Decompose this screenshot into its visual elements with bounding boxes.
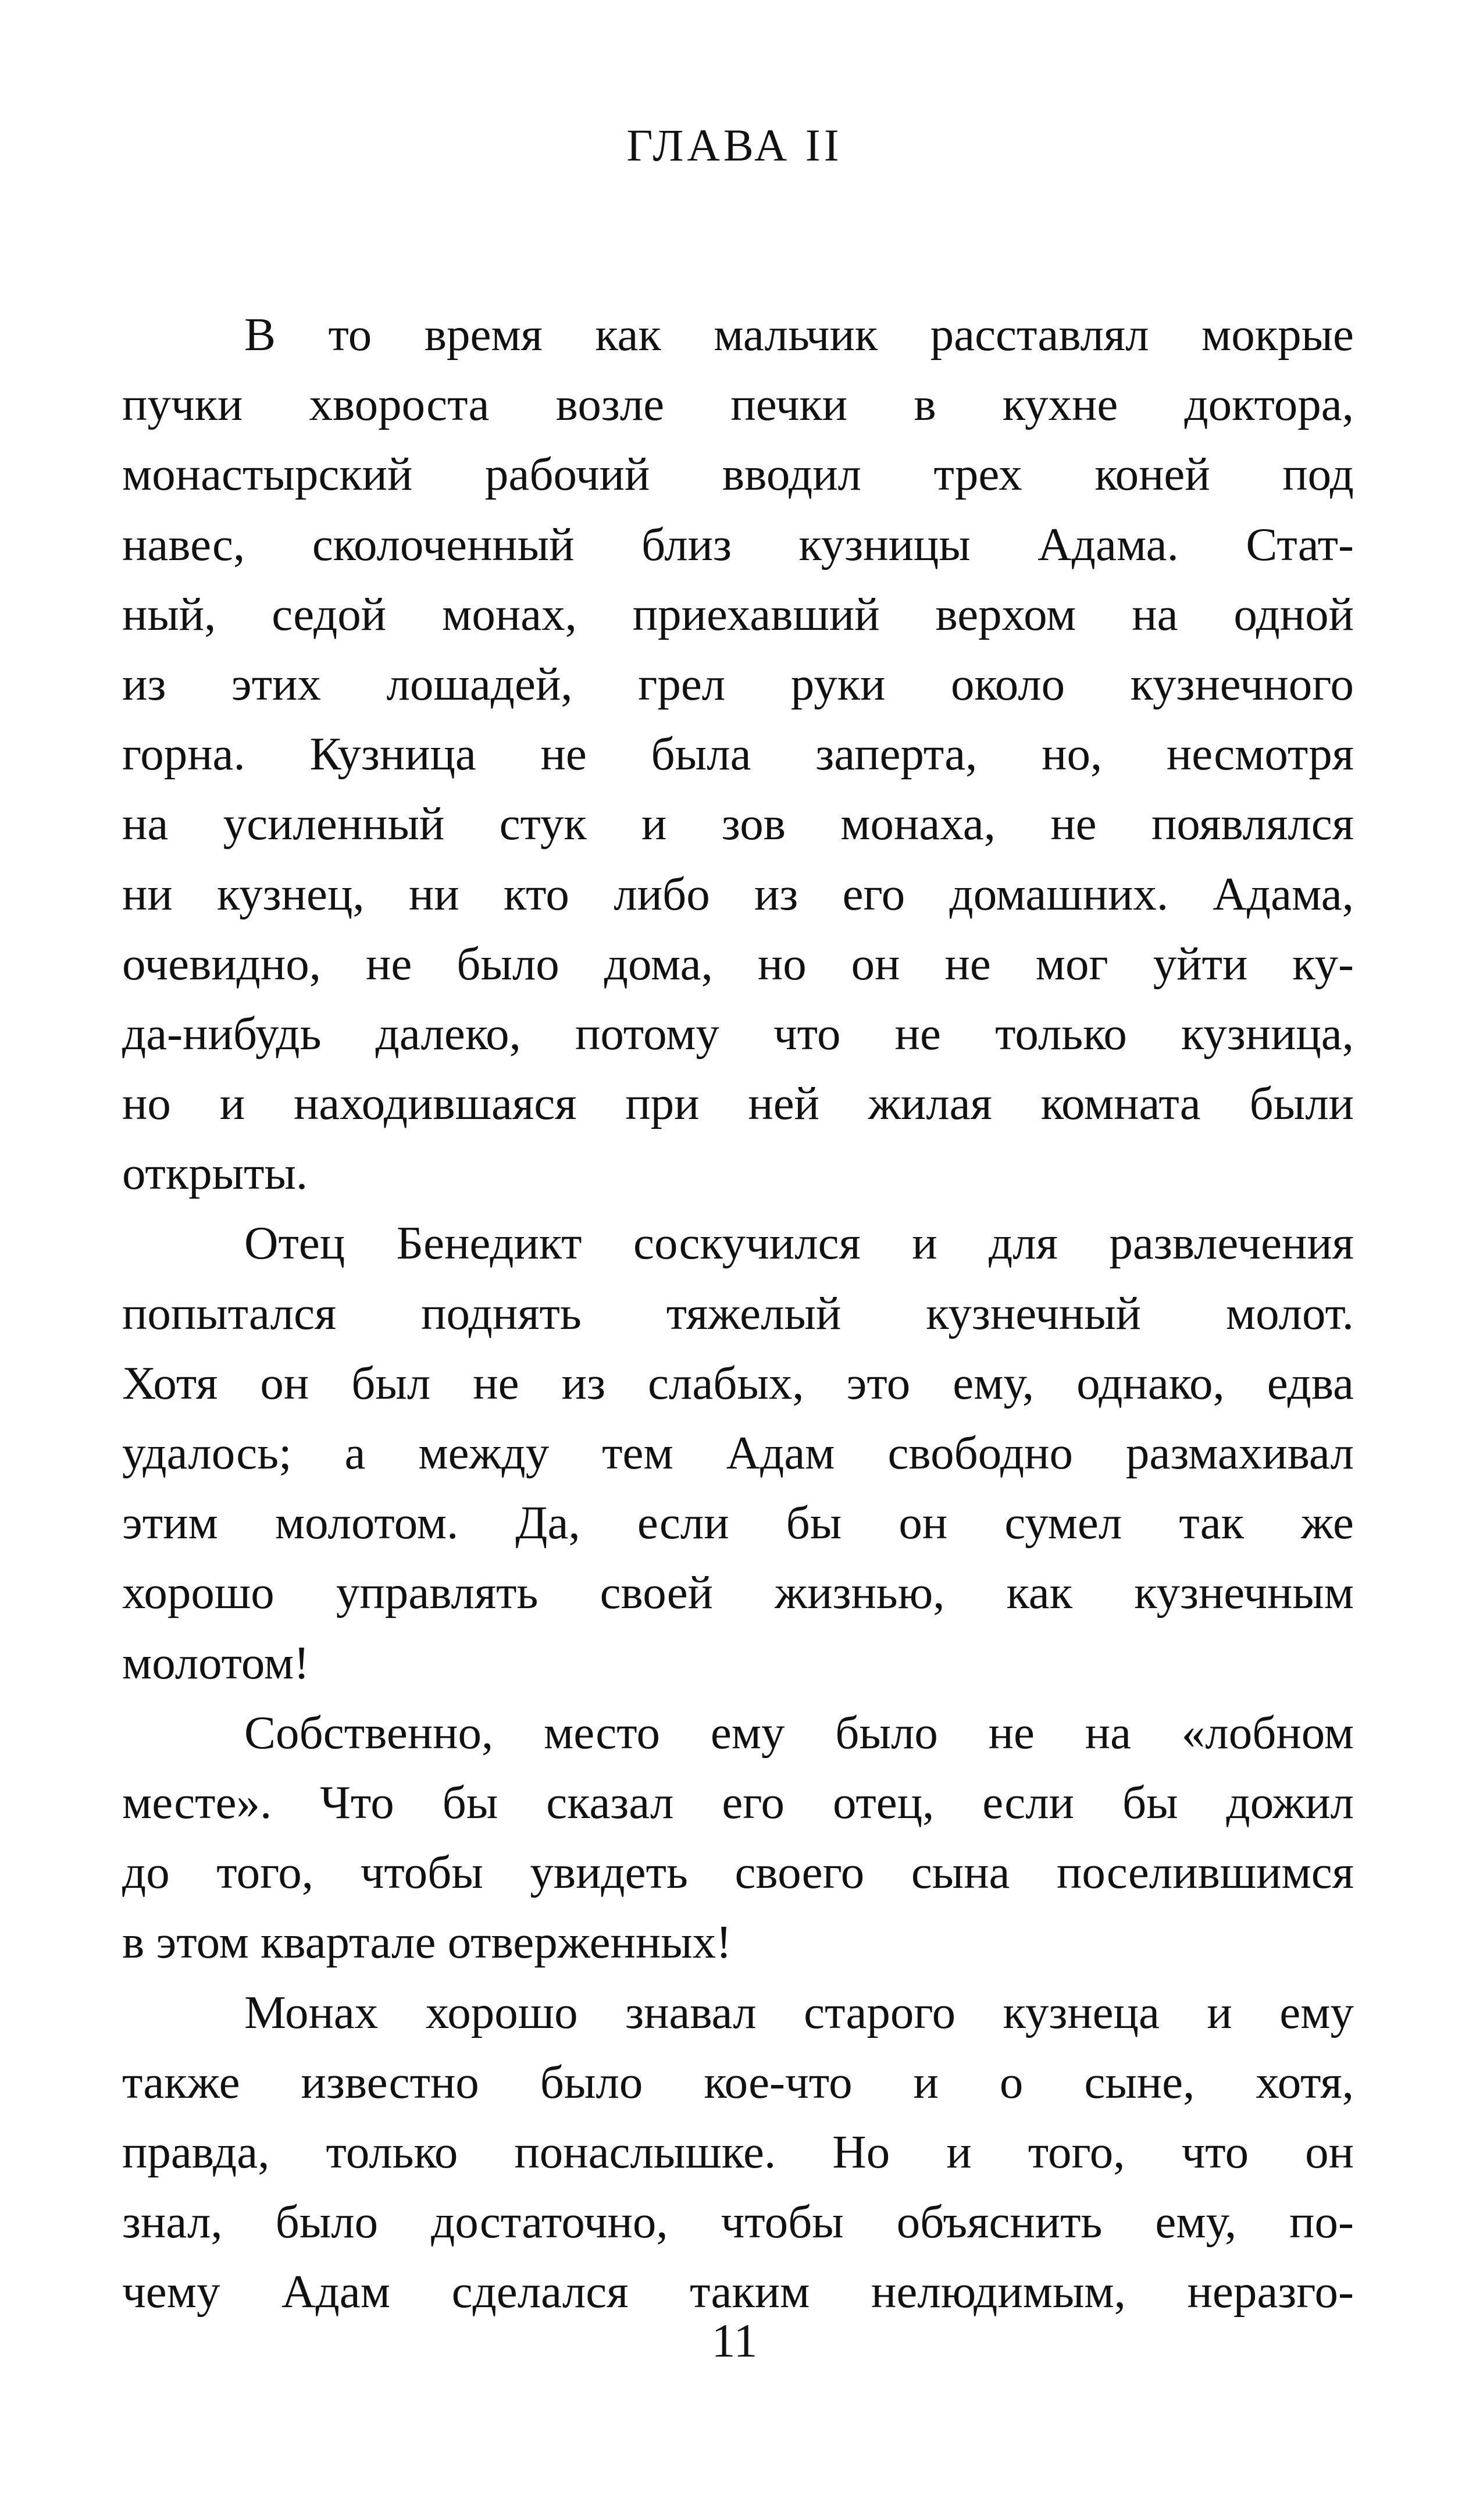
text-line: этим молотом. Да, если бы он сумел так же xyxy=(122,1496,1354,1549)
text-line: Собственно, место ему было не на «лобном xyxy=(244,1706,1354,1759)
text-line: в этом квартале отверженных! xyxy=(122,1916,732,1969)
text-line: очевидно, не было дома, но он не мог уйти ку- xyxy=(122,937,1354,990)
text-line: горна. Кузница не была заперта, но, несмотря xyxy=(122,728,1354,780)
text-line: Отец Бенедикт соскучился и для развлечения xyxy=(244,1217,1354,1270)
text-line: монастырский рабочий вводил трех коней под xyxy=(122,448,1354,501)
body-text xyxy=(122,300,1354,2326)
text-line: навес, сколоченный близ кузницы Адама. Стат- xyxy=(122,518,1354,571)
chapter-title: ГЛАВА II xyxy=(626,120,843,170)
page-number: 11 xyxy=(711,2314,758,2367)
text-line: ный, седой монах, приехавший верхом на одной xyxy=(122,587,1354,640)
text-line: на усиленный стук и зов монаха, не появлялся xyxy=(122,797,1354,850)
text-line: из этих лошадей, грел руки около кузнечного xyxy=(122,657,1354,710)
text-line: правда, только понаслышке. Но и того, что он xyxy=(122,2125,1354,2178)
text-line: да-нибудь далеко, потому что не только кузница, xyxy=(122,1007,1354,1060)
text-line: хорошо управлять своей жизнью, как кузнечным xyxy=(122,1566,1354,1619)
text-line: но и находившаяся при ней жилая комната были xyxy=(122,1077,1354,1130)
text-line: знал, было достаточно, чтобы объяснить ему, по- xyxy=(122,2195,1354,2248)
text-line: Хотя он был не из слабых, это ему, однако, едва xyxy=(122,1356,1354,1409)
text-line: месте». Что бы сказал его отец, если бы дожил xyxy=(122,1776,1354,1828)
text-line: Монах хорошо знавал старого кузнеца и ему xyxy=(244,1986,1354,2038)
text-line: ни кузнец, ни кто либо из его домашних. Адама, xyxy=(122,867,1354,920)
text-line: до того, чтобы увидеть своего сына поселившимся xyxy=(122,1846,1354,1899)
text-line: В то время как мальчик расставлял мокрые xyxy=(244,308,1354,361)
text-line: молотом! xyxy=(122,1636,310,1689)
text-line: удалось; а между тем Адам свободно размахивал xyxy=(122,1427,1354,1479)
text-line: попытался поднять тяжелый кузнечный молот. xyxy=(122,1286,1354,1339)
text-line: чему Адам сделался таким нелюдимым, неразго- xyxy=(122,2265,1354,2318)
text-line: пучки хвороста возле печки в кухне доктора, xyxy=(122,378,1354,431)
text-line: также известно было кое-что и о сыне, хотя, xyxy=(122,2055,1354,2108)
text-line: открыты. xyxy=(122,1147,308,1200)
